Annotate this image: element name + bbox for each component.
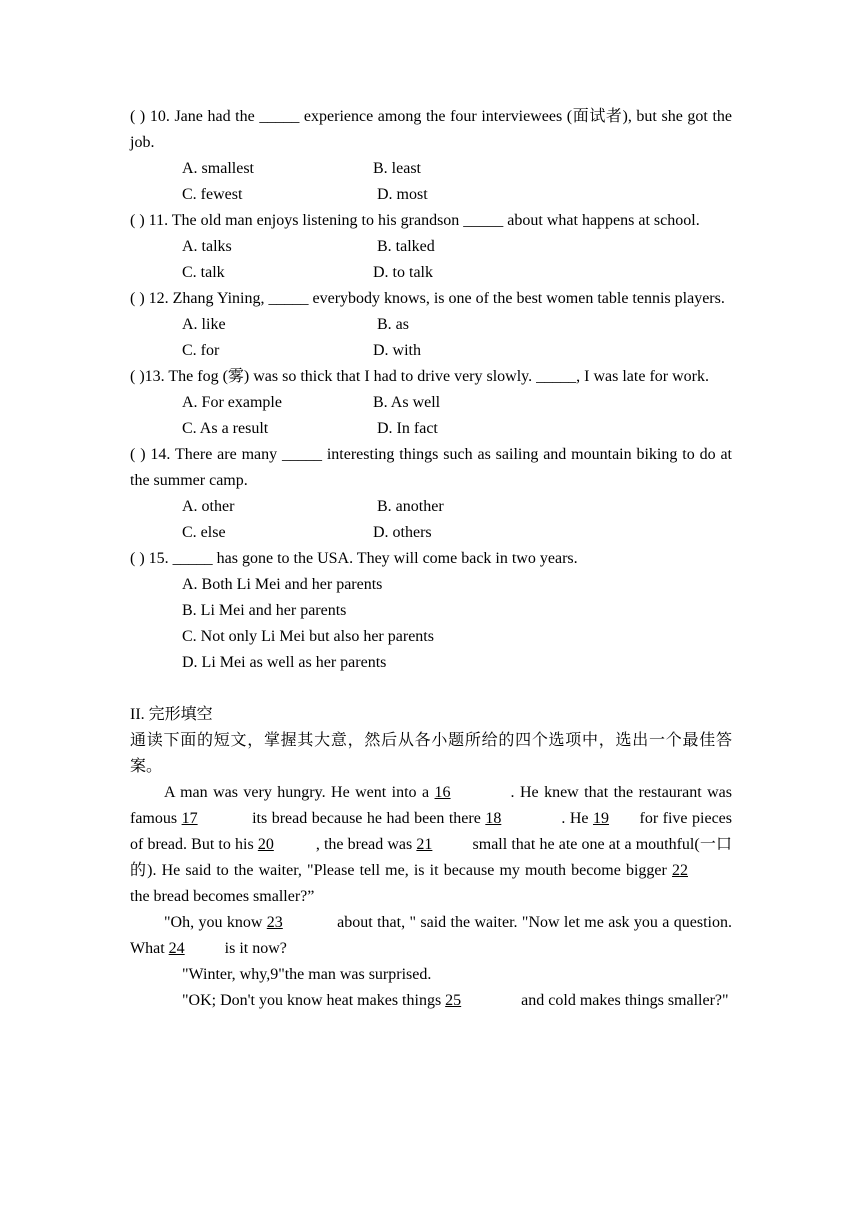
question-10-option-a: A. smallest (182, 160, 254, 177)
passage-paragraph-1 (130, 780, 732, 910)
question-11-option-d: D. to talk (373, 264, 433, 281)
question-13-option-a: A. For example (182, 394, 282, 411)
question-12-option-b: B. as (377, 316, 409, 333)
question-13-option-c: C. As a result (182, 420, 269, 437)
question-15-option-d: D. Li Mei as well as her parents (182, 654, 387, 671)
section-spacer (130, 676, 732, 702)
blank-17: 17 (181, 810, 198, 827)
question-10-option-c: C. fewest (182, 186, 243, 203)
section-2-instruction: 通读下面的短文，掌握其大意，然后从各小题所给的四个选项中，选出一个最佳答案。 (130, 732, 732, 775)
question-14-stem: ( ) 14. There are many _____ interesting things such as sailing and mountain biking to do at the summer camp. (130, 446, 732, 489)
blank-23: 23 (266, 914, 283, 931)
question-13-option-d: D. In fact (377, 420, 438, 437)
blank-18: 18 (485, 810, 502, 827)
passage-paragraph-4 (130, 988, 732, 1014)
blank-19: 19 (592, 810, 609, 827)
question-14-options-row-2 (130, 520, 732, 546)
question-14-option-b: B. another (377, 498, 444, 515)
question-12-options-row-2 (130, 338, 732, 364)
passage-text: A man was very hungry. He went into a (164, 784, 435, 801)
question-14-option-c: C. else (182, 524, 226, 541)
question-11-option-a: A. talks (182, 238, 232, 255)
question-12-option-a: A. like (182, 316, 226, 333)
passage-text: "Oh, you know (164, 914, 267, 931)
question-15-option-b: B. Li Mei and her parents (182, 602, 347, 619)
passage-text: . He knew that the restaurant was famous (130, 784, 733, 827)
passage-text: the bread becomes smaller?” (130, 888, 315, 905)
blank-20: 20 (257, 836, 274, 853)
question-11-option-c: C. talk (182, 264, 225, 281)
question-10-option-d: D. most (377, 186, 428, 203)
question-11-options-row-2 (130, 260, 732, 286)
question-12-option-d: D. with (373, 342, 421, 359)
question-13-options-row-2 (130, 416, 732, 442)
passage-text: "OK; Don't you know heat makes things (182, 992, 446, 1009)
question-12-stem: ( ) 12. Zhang Yining, _____ everybody knows, is one of the best women table tennis players. (130, 290, 725, 307)
question-11-option-b: B. talked (377, 238, 435, 255)
question-13-stem: ( )13. The fog (雾) was so thick that I had to drive very slowly. _____, I was late for work. (130, 368, 709, 385)
passage-text: for five pieces of bread. But to his (130, 810, 733, 853)
question-10-options-row-1 (130, 156, 732, 182)
blank-16: 16 (434, 784, 451, 801)
passage-paragraph-3: "Winter, why,9"the man was surprised. (182, 966, 432, 983)
question-12-options-row-1 (130, 312, 732, 338)
question-10-stem: ( ) 10. Jane had the _____ experience among the four interviewees (面试者), but she got the job. (130, 108, 732, 151)
question-10-options-row-2 (130, 182, 732, 208)
question-14-option-a: A. other (182, 498, 235, 515)
passage-text: its bread because he had been there (247, 810, 486, 827)
question-12-option-c: C. for (182, 342, 220, 359)
blank-22: 22 (672, 862, 688, 879)
blank-21: 21 (416, 836, 433, 853)
passage-text: . He (561, 810, 593, 827)
question-14-options-row-1 (130, 494, 732, 520)
question-10-option-b: B. least (373, 160, 421, 177)
blank-24: 24 (168, 940, 185, 957)
passage-text: is it now? (220, 940, 287, 957)
passage-paragraph-2 (130, 910, 732, 962)
document-page (130, 104, 732, 1014)
passage-text: about that, " said the waiter. "Now let me ask you a question. What (130, 914, 733, 957)
passage-text: and cold makes things smaller?" (517, 992, 729, 1009)
question-14-option-d: D. others (373, 524, 432, 541)
question-15-option-a: A. Both Li Mei and her parents (182, 576, 383, 593)
section-2-title: II. 完形填空 (130, 706, 213, 723)
question-11-options-row-1 (130, 234, 732, 260)
passage-text: , the bread was (315, 836, 417, 853)
question-15-option-c: C. Not only Li Mei but also her parents (182, 628, 434, 645)
passage-text: small that he ate one at a mouthful(一口的). He said to the waiter, "Please tell me, is it because my mouth become bigger (130, 836, 732, 879)
question-11-stem: ( ) 11. The old man enjoys listening to his grandson _____ about what happens at school. (130, 212, 700, 229)
question-13-option-b: B. As well (373, 394, 441, 411)
blank-25: 25 (445, 992, 462, 1009)
question-15-stem: ( ) 15. _____ has gone to the USA. They will come back in two years. (130, 550, 578, 567)
question-13-options-row-1 (130, 390, 732, 416)
